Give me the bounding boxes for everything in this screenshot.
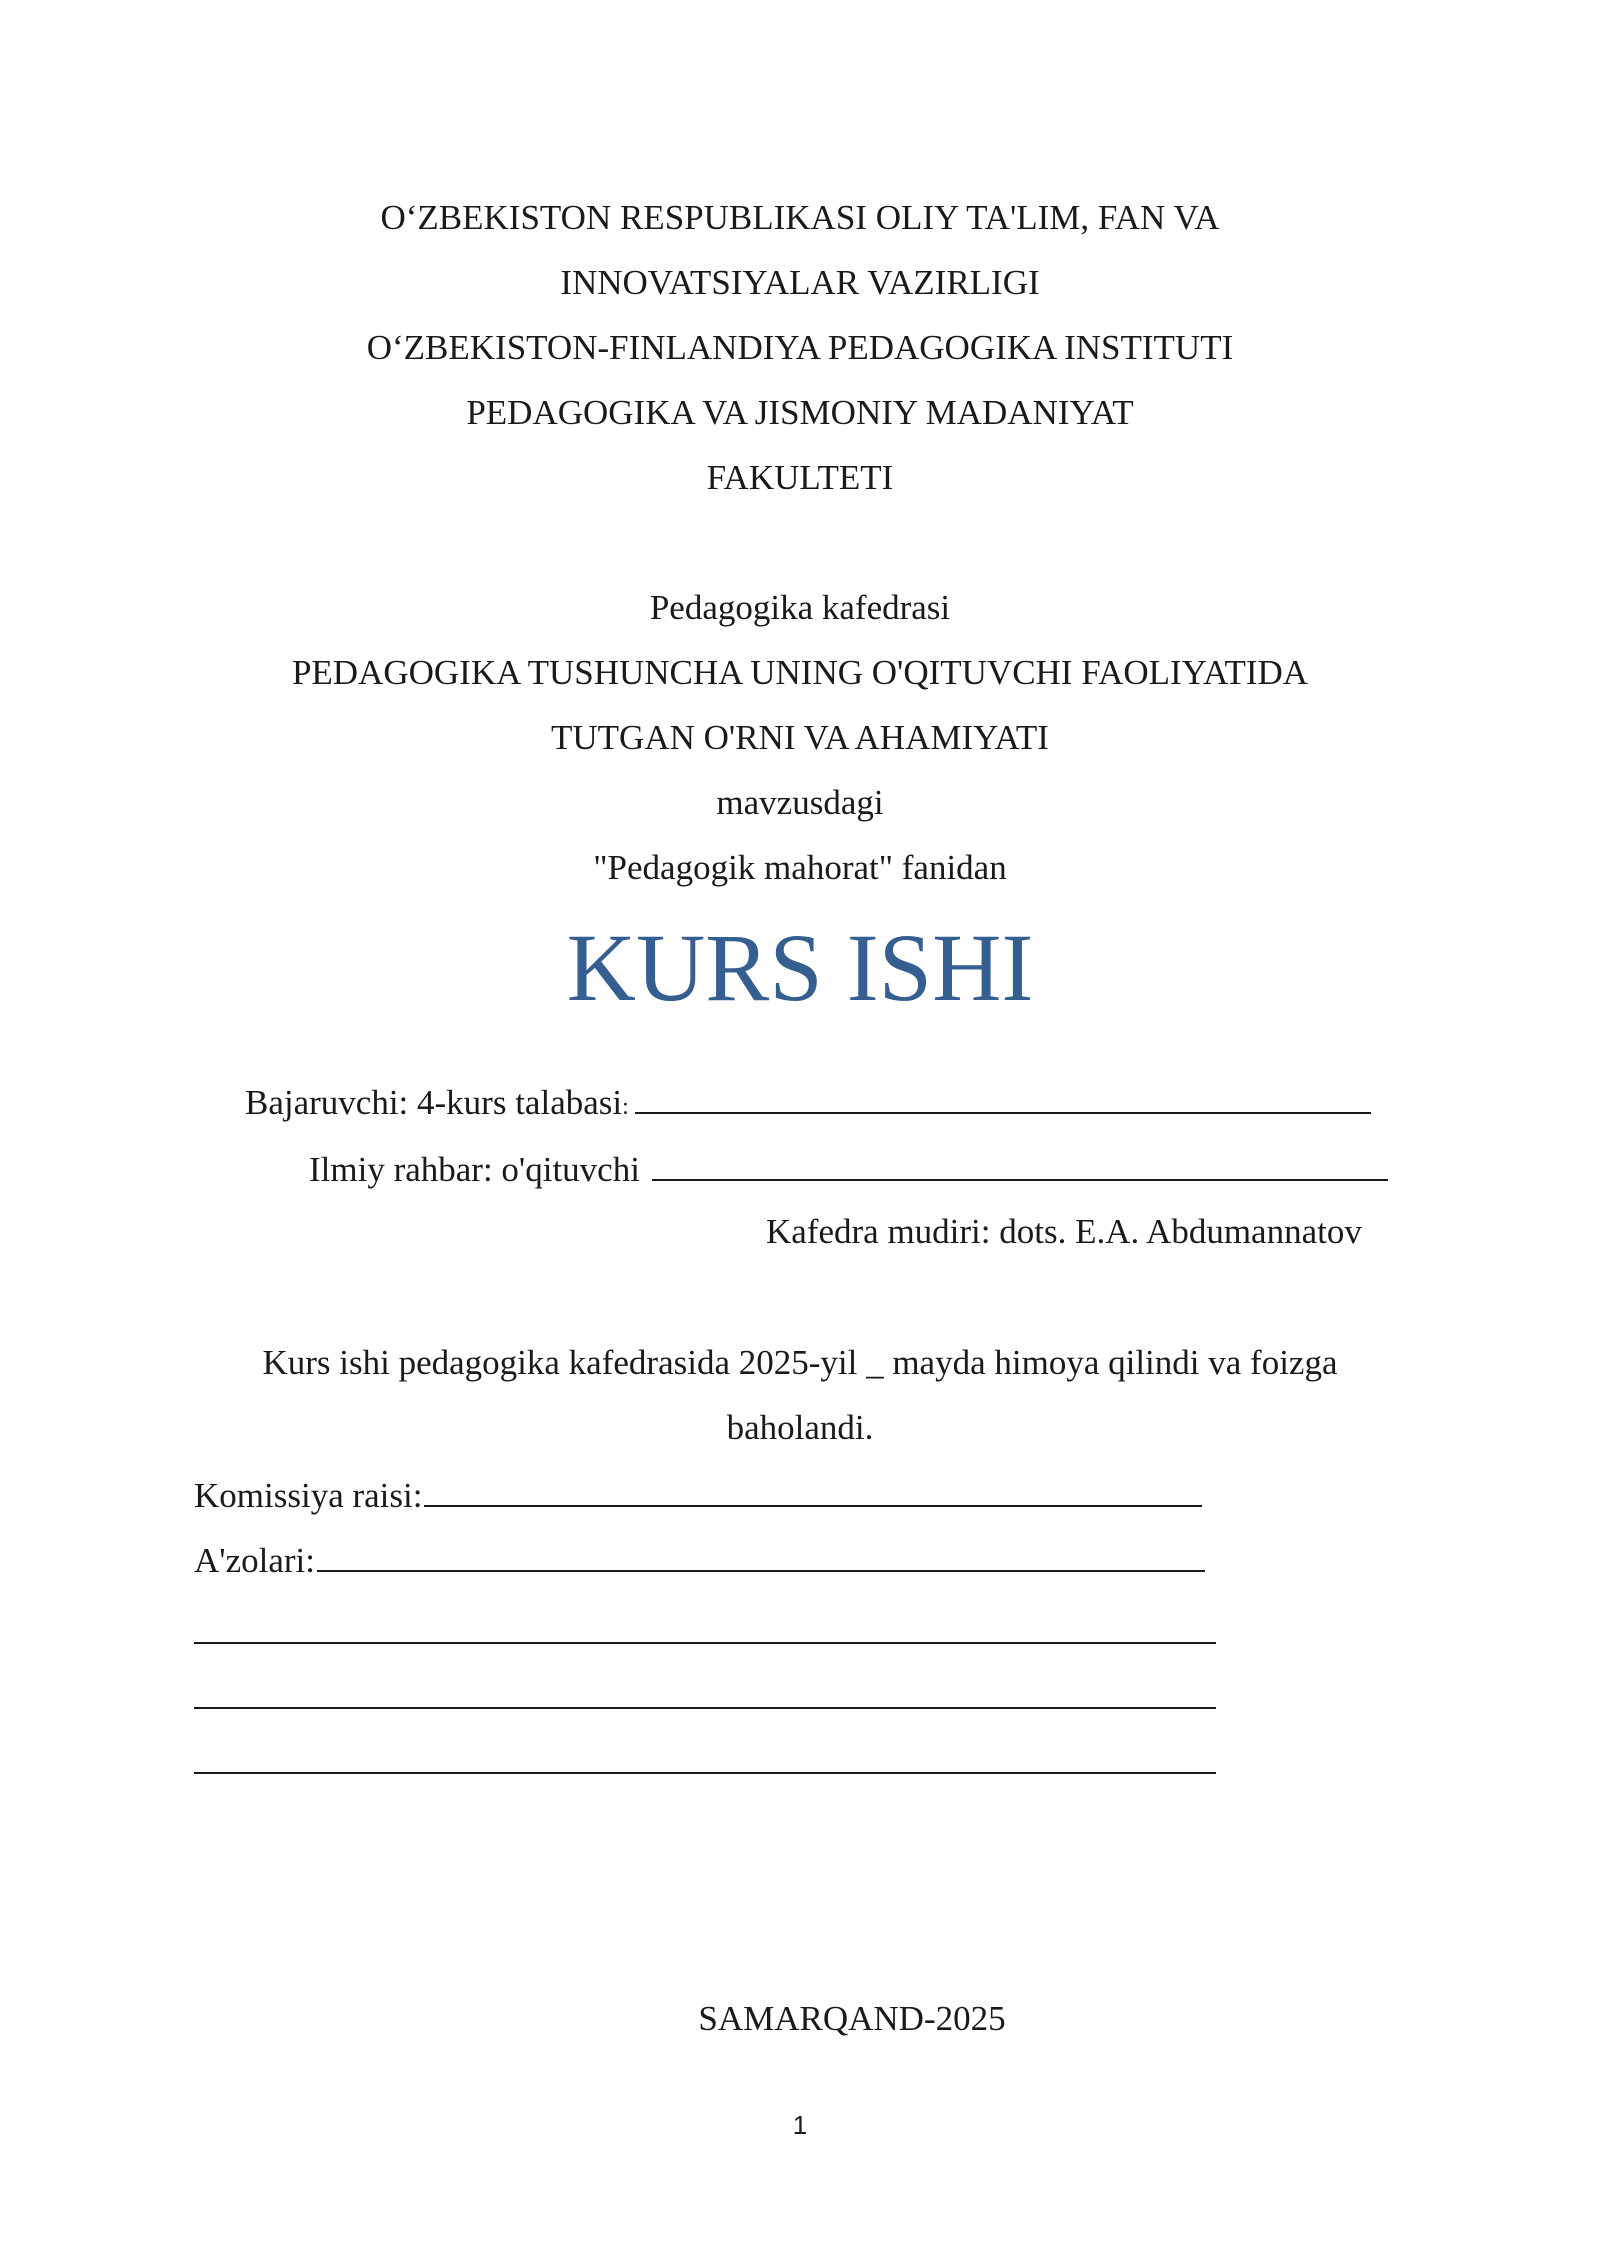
head-of-department-row bbox=[766, 1210, 1362, 1254]
member-blank-line-2 bbox=[194, 1707, 1216, 1709]
institute-name: O‘ZBEKISTON-FINLANDIYA PEDAGOGIKA INSTITUTI bbox=[366, 328, 1234, 367]
ministry-line-2: INNOVATSIYALAR VAZIRLIGI bbox=[560, 263, 1040, 302]
commission-chair-row bbox=[194, 1471, 1202, 1518]
commission-chair-blank-line bbox=[424, 1471, 1202, 1507]
ministry-line-1: O‘ZBEKISTON RESPUBLIKASI OLIY TA'LIM, FAN VA bbox=[380, 198, 1220, 237]
defense-statement-line-2: baholandi. bbox=[726, 1408, 874, 1447]
supervisor-label: Ilmiy rahbar: o'qituvchi bbox=[309, 1150, 640, 1189]
supervisor-row bbox=[309, 1145, 1388, 1192]
members-blank-line bbox=[317, 1536, 1205, 1572]
topic-suffix: mavzusdagi bbox=[716, 783, 884, 822]
faculty-line-1: PEDAGOGIKA VA JISMONIY MADANIYAT bbox=[466, 393, 1134, 432]
performer-colon: : bbox=[622, 1094, 629, 1120]
document-type-title: KURS ISHI bbox=[566, 914, 1034, 1021]
member-blank-line-1 bbox=[194, 1642, 1216, 1644]
commission-chair-label: Komissiya raisi: bbox=[194, 1476, 423, 1515]
members-row bbox=[194, 1536, 1205, 1583]
head-of-department: Kafedra mudiri: dots. E.A. Abdumannatov bbox=[766, 1212, 1362, 1251]
topic-title-line-1: PEDAGOGIKA TUSHUNCHA UNING O'QITUVCHI FAOLIYATIDA bbox=[291, 653, 1309, 692]
performer-label: Bajaruvchi: 4-kurs talabasi bbox=[245, 1083, 623, 1122]
member-blank-line-3 bbox=[194, 1772, 1216, 1774]
department-name: Pedagogika kafedrasi bbox=[649, 588, 951, 627]
performer-row bbox=[245, 1078, 1371, 1129]
subject-name: "Pedagogik mahorat" fanidan bbox=[593, 848, 1007, 887]
page-number: 1 bbox=[792, 2110, 808, 2140]
city-year: SAMARQAND-2025 bbox=[698, 1999, 1006, 2038]
members-label: A'zolari: bbox=[194, 1541, 315, 1580]
supervisor-blank-line bbox=[652, 1145, 1388, 1181]
faculty-line-2: FAKULTETI bbox=[706, 458, 894, 497]
defense-statement-line-1: Kurs ishi pedagogika kafedrasida 2025-yil _ mayda himoya qilindi va foizga bbox=[262, 1343, 1338, 1382]
topic-title-line-2: TUTGAN O'RNI VA AHAMIYATI bbox=[551, 718, 1049, 757]
performer-blank-line bbox=[635, 1078, 1371, 1114]
